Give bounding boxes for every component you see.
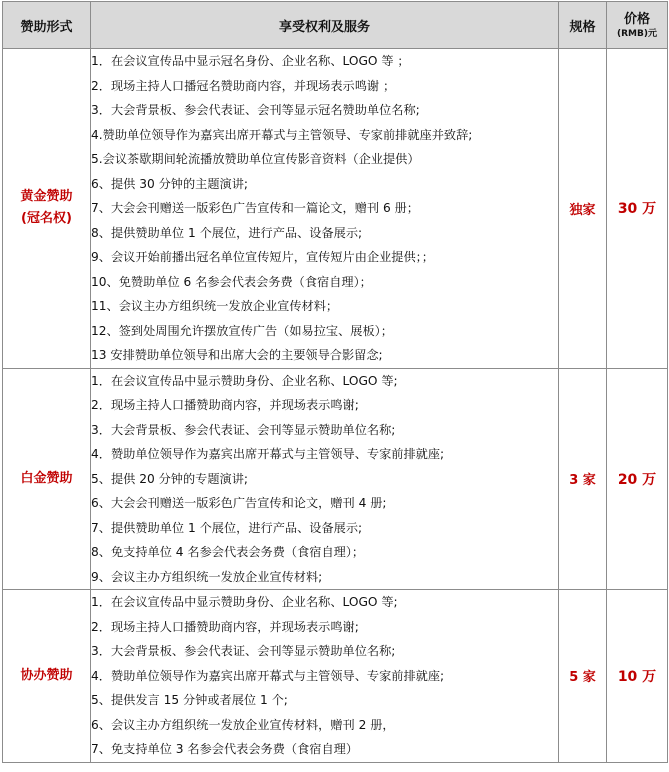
benefit-item: 4．赞助单位领导作为嘉宾出席开幕式与主管领导、专家前排就座; [91, 447, 445, 461]
benefit-item: 13 安排赞助单位领导和出席大会的主要领导合影留念; [91, 348, 383, 362]
benefit-item: 8、免支持单位 4 名参会代表会务费（食宿自理）； [91, 545, 365, 559]
tier-price: 30 万 [607, 49, 668, 369]
tier-name-cell [3, 49, 91, 369]
benefit-item: 1．在会议宣传品中显示赞助身份、企业名称、LOGO 等; [91, 373, 398, 388]
benefit-item: 10、免赞助单位 6 名参会代表会务费（食宿自理）； [91, 274, 372, 289]
benefit-item: 7、提供赞助单位 1 个展位，进行产品、设备展示; [91, 520, 363, 535]
benefit-item: 3．大会背景板、参会代表证、会刊等显示冠名赞助单位名称; [91, 103, 420, 117]
benefit-item: 12、签到处周围允许摆放宣传广告（如易拉宝、展板）； [91, 323, 393, 338]
header-benefits: 享受权利及服务 [91, 2, 559, 49]
tier-name: 黄金赞助 [20, 189, 73, 205]
tier-name-sub: (冠名权) [21, 211, 72, 227]
benefit-item: 6、提供 30 分钟的主题演讲; [91, 176, 248, 191]
benefit-item: 11、会议主办方组织统一发放企业宣传材料； [91, 299, 339, 313]
benefits-cell [91, 49, 559, 369]
sponsorship-table [2, 1, 668, 763]
benefit-item: 7、大会会刊赠送一版彩色广告宣传和一篇论文，赠刊 6 册； [91, 201, 419, 215]
benefit-item: 7、免支持单位 3 名参会代表会务费（食宿自理） [91, 742, 359, 756]
benefit-item: 1．在会议宣传品中显示赞助身份、企业名称、LOGO 等; [91, 595, 398, 609]
header-price-label: 价格 [623, 11, 650, 27]
tier-row-gold [3, 49, 668, 369]
tier-price: 20 万 [607, 368, 668, 590]
tier-row-co-sponsor [3, 590, 668, 763]
benefit-item: 6、大会会刊赠送一版彩色广告宣传和论文，赠刊 4 册; [91, 496, 387, 510]
benefit-item: 2．现场主持人口播冠名赞助商内容，并现场表示鸣谢 ； [91, 78, 396, 93]
benefit-item: 2．现场主持人口播赞助商内容，并现场表示鸣谢; [91, 398, 359, 412]
benefit-item: 5、提供发言 15 分钟或者展位 1 个; [91, 693, 288, 707]
header-form: 赞助形式 [3, 2, 91, 49]
benefit-item: 1．在会议宣传品中显示冠名身份、企业名称、LOGO 等 ； [91, 54, 410, 68]
benefit-item: 9、会议开始前播出冠名单位宣传短片，宣传短片由企业提供；； [91, 250, 434, 264]
benefit-item: 4.赞助单位领导作为嘉宾出席开幕式与主管领导、专家前排就座并致辞; [91, 127, 473, 142]
header-price [607, 2, 668, 49]
tier-name-cell [3, 368, 91, 590]
tier-row-platinum [3, 368, 668, 590]
header-row [3, 2, 668, 49]
tier-name-cell [3, 590, 91, 763]
tier-price: 10 万 [607, 590, 668, 763]
tier-spec: 独家 [559, 49, 607, 369]
benefit-item: 3．大会背景板、参会代表证、会刊等显示赞助单位名称; [91, 422, 396, 437]
tier-spec: 5 家 [559, 590, 607, 763]
benefits-cell [91, 368, 559, 590]
benefits-cell [91, 590, 559, 763]
benefit-item: 2．现场主持人口播赞助商内容，并现场表示鸣谢; [91, 619, 359, 634]
header-price-unit: (RMB)元 [617, 28, 657, 39]
header-spec: 规格 [559, 2, 607, 49]
benefit-item: 9、会议主办方组织统一发放企业宣传材料; [91, 569, 323, 584]
benefit-item: 5、提供 20 分钟的专题演讲; [91, 471, 248, 486]
tier-name: 协办赞助 [20, 667, 73, 683]
benefit-item: 5.会议茶歇期间轮流播放赞助单位宣传影音资料（企业提供） [91, 152, 420, 166]
benefit-item: 6、会议主办方组织统一发放企业宣传材料，赠刊 2 册， [91, 717, 395, 732]
benefit-item: 4．赞助单位领导作为嘉宾出席开幕式与主管领导、专家前排就座; [91, 668, 445, 683]
benefit-item: 8、提供赞助单位 1 个展位，进行产品、设备展示; [91, 225, 363, 240]
tier-spec: 3 家 [559, 368, 607, 590]
tier-name: 白金赞助 [20, 470, 73, 486]
benefit-item: 3．大会背景板、参会代表证、会刊等显示赞助单位名称; [91, 644, 396, 658]
